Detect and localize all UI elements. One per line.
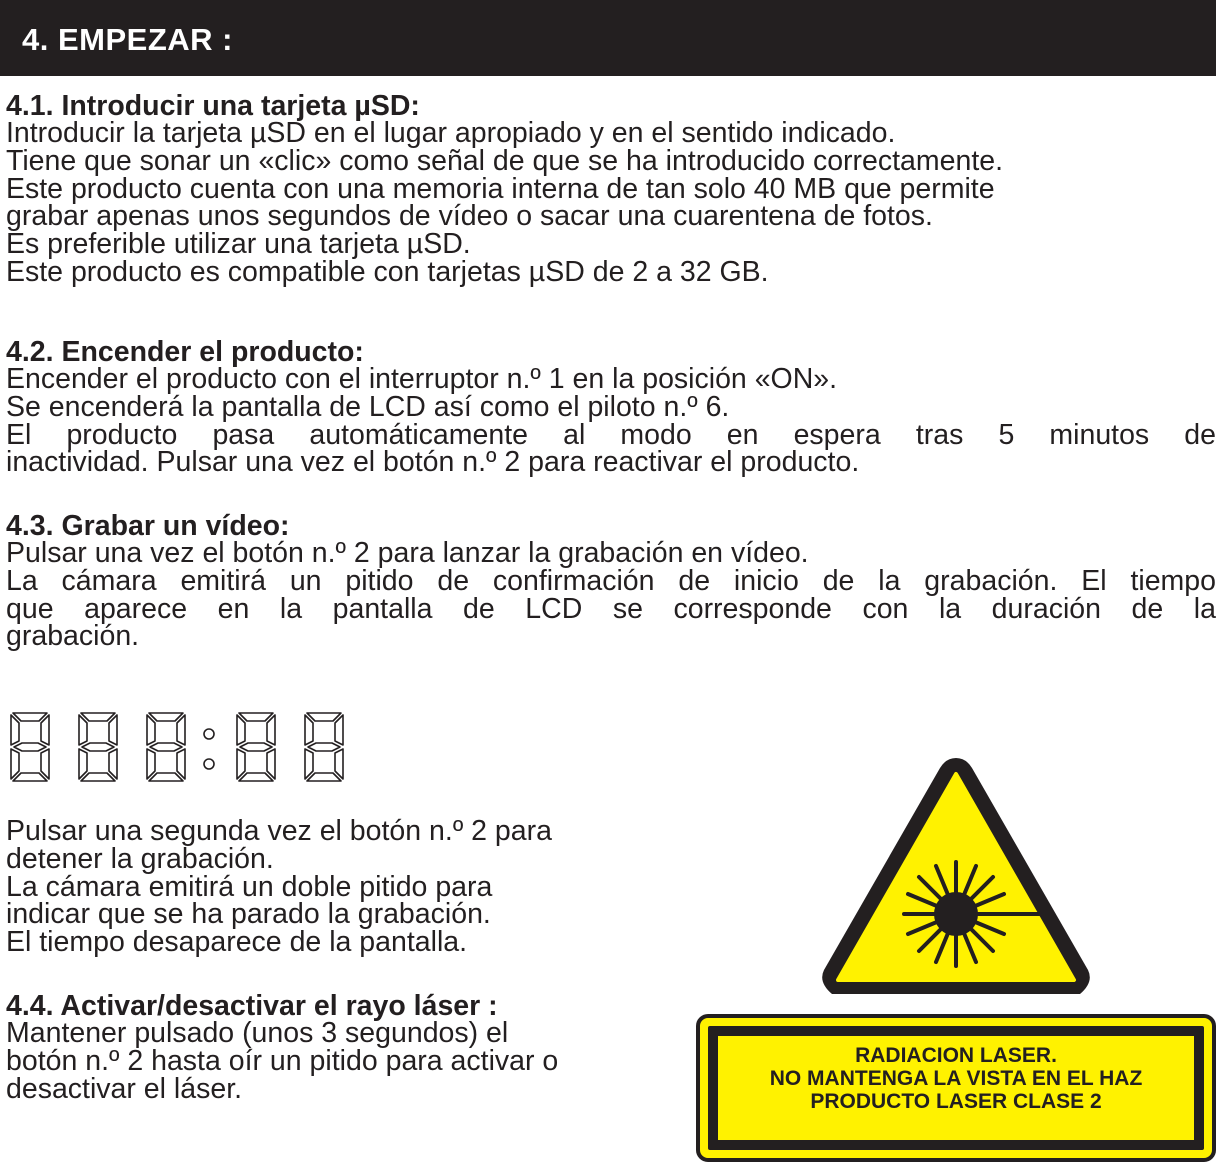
lcd-digit (305, 713, 343, 781)
paragraph-line: botón n.º 2 hasta oír un pitido para activar o (6, 1044, 559, 1077)
paragraph-line: Tiene que sonar un «clic» como señal de que se ha introducido correctamente. (6, 144, 1004, 177)
lcd-digit (79, 713, 117, 781)
paragraph-line: grabación. (6, 620, 140, 653)
section-power-on (6, 338, 1216, 477)
label-line: PRODUCTO LASER CLASE 2 (810, 1090, 1102, 1113)
paragraph-line: indicar que se ha parado la grabación. (6, 898, 491, 931)
paragraph-line: El producto pasa automáticamente al modo en espera tras 5 minutos de (6, 418, 1216, 451)
section-stop-recording (6, 815, 552, 959)
paragraph-line: detener la grabación. (6, 842, 274, 875)
label-line: NO MANTENGA LA VISTA EN EL HAZ (769, 1067, 1143, 1090)
header-bar (0, 0, 1216, 76)
paragraph-line: Pulsar una vez el botón n.º 2 para lanzar la grabación en vídeo. (6, 537, 809, 569)
lcd-colon-dot (204, 759, 214, 769)
laser-warning-text (696, 1044, 1216, 1113)
paragraph-line: Este producto cuenta con una memoria interna de tan solo 40 MB que permite (6, 172, 995, 205)
paragraph-line: El tiempo desaparece de la pantalla. (6, 926, 468, 959)
paragraph-line: La cámara emitirá un doble pitido para (6, 870, 493, 903)
paragraph-line: Introducir la tarjeta µSD en el lugar apropiado y en el sentido indicado. (6, 117, 896, 149)
section-laser-toggle (6, 992, 558, 1103)
section-insert-card (6, 92, 1003, 287)
lcd-colon-dot (204, 729, 214, 739)
paragraph-line: Mantener pulsado (unos 3 segundos) el (6, 1017, 509, 1049)
lcd-digit (237, 713, 275, 781)
lcd-digit (147, 713, 185, 781)
seven-segment-lcd-icon (6, 710, 366, 790)
section-title: 4.2. Encender el producto: (6, 336, 364, 368)
section-record-video (6, 512, 1216, 651)
paragraph-line: que aparece en la pantalla de LCD se corresponde con la duración de la (6, 592, 1216, 625)
paragraph-line: Se encenderá la pantalla de LCD así como el piloto n.º 6. (6, 390, 730, 423)
paragraph-line: Encender el producto con el interruptor n.º 1 en la posición «ON». (6, 363, 838, 395)
paragraph-line: desactivar el láser. (6, 1072, 243, 1105)
paragraph-line: Es preferible utilizar una tarjeta µSD. (6, 228, 471, 261)
paragraph-line: grabar apenas unos segundos de vídeo o sacar una cuarentena de fotos. (6, 200, 933, 233)
section-title: 4.1. Introducir una tarjeta µSD: (6, 90, 420, 122)
paragraph-line: Pulsar una segunda vez el botón n.º 2 para (6, 815, 552, 847)
label-line: RADIACION LASER. (855, 1044, 1057, 1067)
page-title: 4. EMPEZAR : (22, 22, 233, 57)
section-title: 4.4. Activar/desactivar el rayo láser : (6, 990, 498, 1022)
paragraph-line: La cámara emitirá un pitido de confirmación de inicio de la grabación. El tiempo (6, 564, 1216, 597)
lcd-digit (11, 713, 49, 781)
laser-warning-label (696, 1014, 1216, 1162)
laser-warning-triangle-icon (816, 754, 1096, 998)
section-title: 4.3. Grabar un vídeo: (6, 510, 290, 542)
paragraph-line: Este producto es compatible con tarjetas µSD de 2 a 32 GB. (6, 255, 769, 288)
paragraph-line: inactividad. Pulsar una vez el botón n.º 2 para reactivar el producto. (6, 446, 860, 479)
